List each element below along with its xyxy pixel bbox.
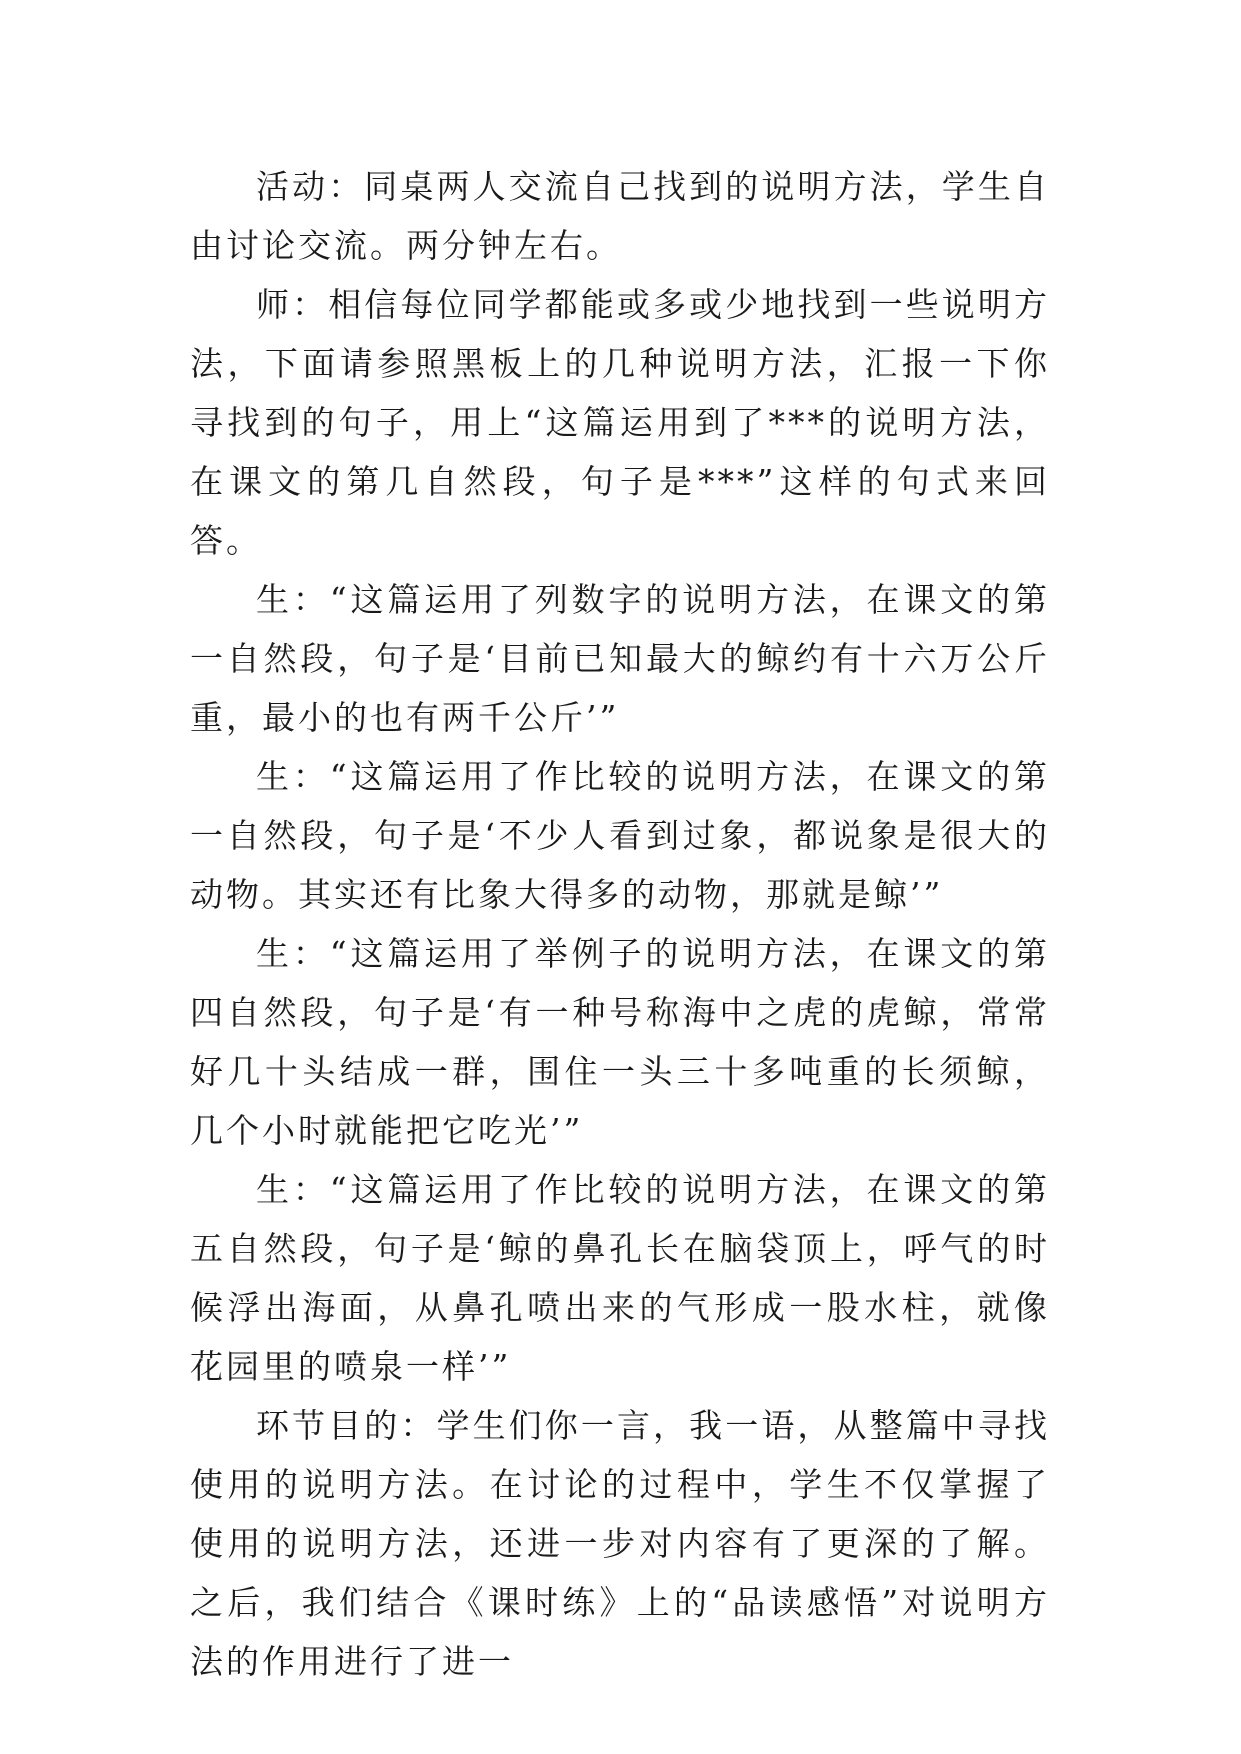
- paragraph-teacher: 师：相信每位同学都能或多或少地找到一些说明方法，下面请参照黑板上的几种说明方法，汇报一下你寻找到的句子，用上“这篇运用到了***的说明方法，在课文的第几自然段，句子是***”这样的句式来回答。: [190, 285, 1050, 560]
- paragraph-student-1: 生：“这篇运用了列数字的说明方法，在课文的第一自然段，句子是‘目前已知最大的鲸约有十六万公斤重，最小的也有两千公斤’”: [190, 580, 1050, 737]
- paragraph-purpose: 环节目的：学生们你一言，我一语，从整篇中寻找使用的说明方法。在讨论的过程中，学生不仅掌握了使用的说明方法，还进一步对内容有了更深的了解。之后，我们结合《课时练》上的“品读感悟”对说明方法的作用进行了进一: [190, 1406, 1050, 1681]
- paragraph-student-3: 生：“这篇运用了举例子的说明方法，在课文的第四自然段，句子是‘有一种号称海中之虎的虎鲸，常常好几十头结成一群，围住一头三十多吨重的长须鲸，几个小时就能把它吃光’”: [190, 934, 1050, 1150]
- paragraph-student-2: 生：“这篇运用了作比较的说明方法，在课文的第一自然段，句子是‘不少人看到过象，都说象是很大的动物。其实还有比象大得多的动物，那就是鲸’”: [190, 757, 1050, 914]
- document-page: [190, 157, 1050, 1691]
- paragraph-student-4: 生：“这篇运用了作比较的说明方法，在课文的第五自然段，句子是‘鲸的鼻孔长在脑袋顶上，呼气的时候浮出海面，从鼻孔喷出来的气形成一股水柱，就像花园里的喷泉一样’”: [190, 1170, 1050, 1386]
- paragraph-activity: 活动：同桌两人交流自己找到的说明方法，学生自由讨论交流。两分钟左右。: [190, 167, 1050, 265]
